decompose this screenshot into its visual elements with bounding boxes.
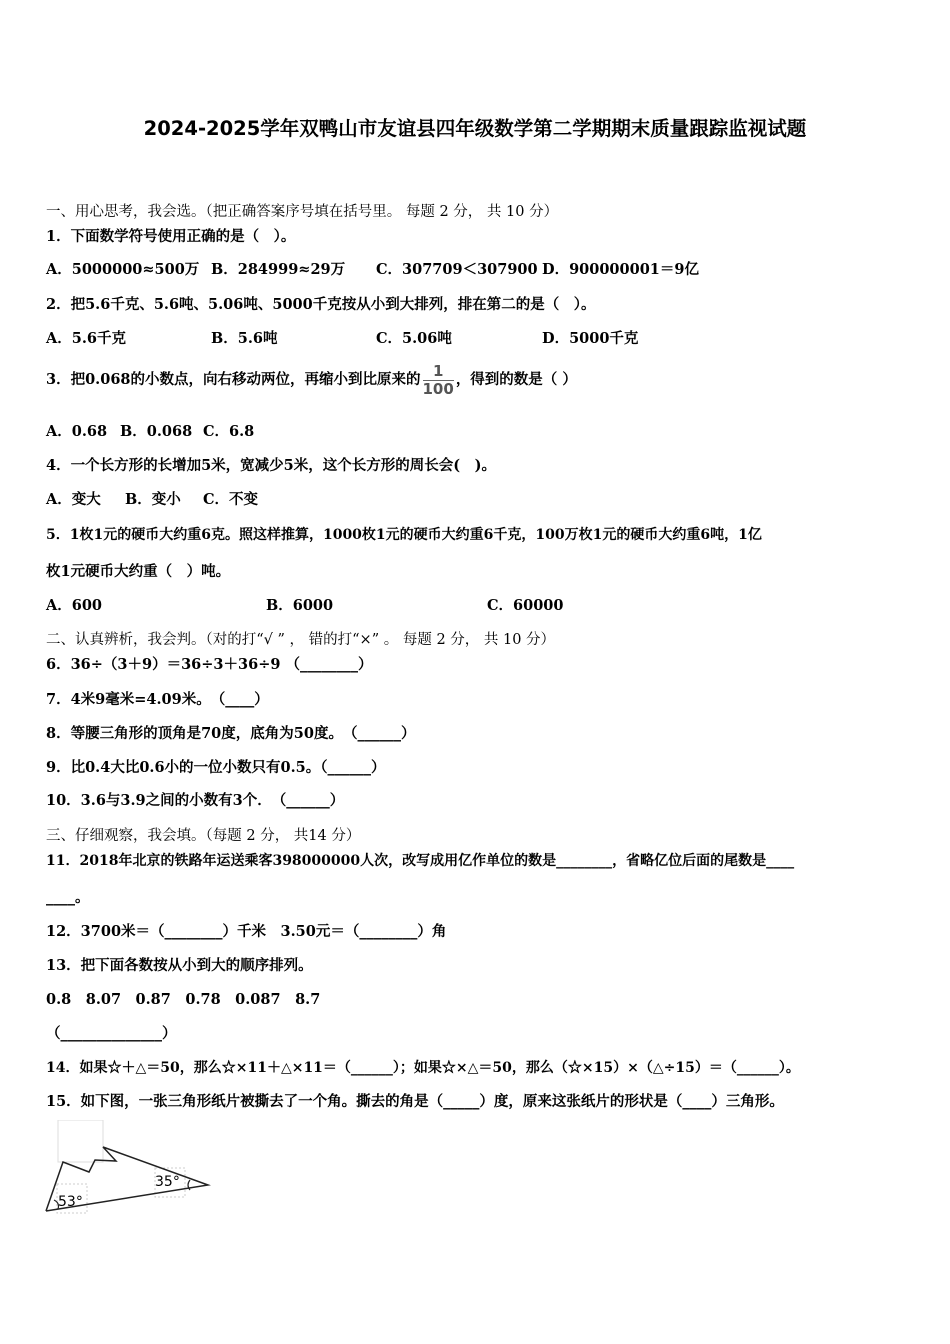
fraction-denominator: 100 xyxy=(422,379,454,398)
angle-label-53: 53° xyxy=(58,1194,83,1210)
option-d: D．5000千克 xyxy=(542,330,639,347)
question-1: 1．下面数学符号使用正确的是（ ）。 xyxy=(46,228,296,245)
question-9: 9．比0.4大比0.6小的一位小数只有0.5。（______） xyxy=(46,759,386,776)
option-b: B．6000 xyxy=(266,597,334,614)
option-a: A．600 xyxy=(46,597,103,614)
question-1-options xyxy=(46,260,906,280)
question-2-options xyxy=(46,329,906,349)
question-4-options xyxy=(46,490,446,510)
option-b: B．284999≈29万 xyxy=(211,261,346,278)
option-c: C．5.06吨 xyxy=(376,330,452,347)
question-3-text: 3．把0.068的小数点，向右移动两位，再缩小到比原来的 xyxy=(46,371,421,388)
option-b: B．5.6吨 xyxy=(211,330,278,347)
torn-corner-box xyxy=(58,1120,103,1162)
section-3-heading: 三、仔细观察，我会填。（每题 2 分， 共14 分） xyxy=(46,828,361,844)
option-c: C．307709＜307900 xyxy=(376,261,538,278)
question-11-line-2: ____。 xyxy=(46,889,90,906)
question-3-text-end: ，得到的数是（ ） xyxy=(455,371,577,388)
option-c: C．60000 xyxy=(487,597,564,614)
question-3-options xyxy=(46,422,446,442)
option-b: B．变小 xyxy=(125,491,181,508)
question-3 xyxy=(46,360,577,400)
question-12: 12．3700米＝（________）千米 3.50元＝（________）角 xyxy=(46,923,447,940)
angle-label-35: 35° xyxy=(155,1174,180,1190)
option-c: C．不变 xyxy=(203,491,259,508)
option-d: D．900000001＝9亿 xyxy=(542,261,699,278)
page-title: 2024-2025学年双鸭山市友谊县四年级数学第二学期期末质量跟踪监视试题 xyxy=(143,117,807,140)
question-8: 8．等腰三角形的顶角是70度，底角为50度。 （______） xyxy=(46,725,416,742)
option-a: A．变大 xyxy=(46,491,101,508)
fraction-numerator: 1 xyxy=(423,363,454,381)
question-7: 7．4米9毫米=4.09米。 （____） xyxy=(46,691,269,708)
section-2-heading: 二、认真辨析，我会判。（对的打“√ ” ， 错的打“×” 。 每题 2 分， 共 10 分） xyxy=(46,632,556,648)
section-1-heading: 一、用心思考，我会选。（把正确答案序号填在括号里。 每题 2 分， 共 10 分） xyxy=(46,204,559,220)
question-4: 4．一个长方形的长增加5米，宽减少5米，这个长方形的周长会( )。 xyxy=(46,457,496,474)
option-b: B．0.068 xyxy=(120,423,193,440)
question-2: 2．把5.6千克、5.6吨、5.06吨、5000千克按从小到大排列，排在第二的是（ ）。 xyxy=(46,296,596,313)
fraction xyxy=(423,363,454,398)
option-a: A．5.6千克 xyxy=(46,330,126,347)
question-5-line-2: 枚1元硬币大约重（ ）吨。 xyxy=(46,563,231,580)
question-5-line-1: 5．1枚1元的硬币大约重6克。照这样推算，1000枚1元的硬币大约重6千克，100万枚1元的硬币大约重6吨，1亿 xyxy=(46,527,762,543)
question-11-line-1: 11．2018年北京的铁路年运送乘客398000000人次，改写成用亿作单位的数是________，省略亿位后面的尾数是____ xyxy=(46,853,795,869)
question-6: 6．36÷（3＋9）＝36÷3＋36÷9 （________） xyxy=(46,656,373,673)
question-15: 15．如下图，一张三角形纸片被撕去了一个角。撕去的角是（_____）度，原来这张纸片的形状是（____）三角形。 xyxy=(46,1093,784,1110)
option-a: A．5000000≈500万 xyxy=(46,261,200,278)
question-13-numbers: 0.8 8.07 0.87 0.78 0.087 8.7 xyxy=(46,991,321,1008)
torn-triangle-figure xyxy=(40,1120,220,1220)
question-13: 13．把下面各数按从小到大的顺序排列。 xyxy=(46,957,313,974)
question-14: 14．如果☆＋△＝50，那么☆×11＋△×11＝（______）；如果☆×△＝50，那么（☆×15）×（△÷15）＝（______）。 xyxy=(46,1060,800,1076)
option-c: C．6.8 xyxy=(203,423,255,440)
question-5-options xyxy=(46,596,746,616)
question-13-answer-blank: （______________） xyxy=(46,1025,177,1042)
option-a: A．0.68 xyxy=(46,423,108,440)
question-10: 10．3.6与3.9之间的小数有3个． （______） xyxy=(46,792,345,809)
